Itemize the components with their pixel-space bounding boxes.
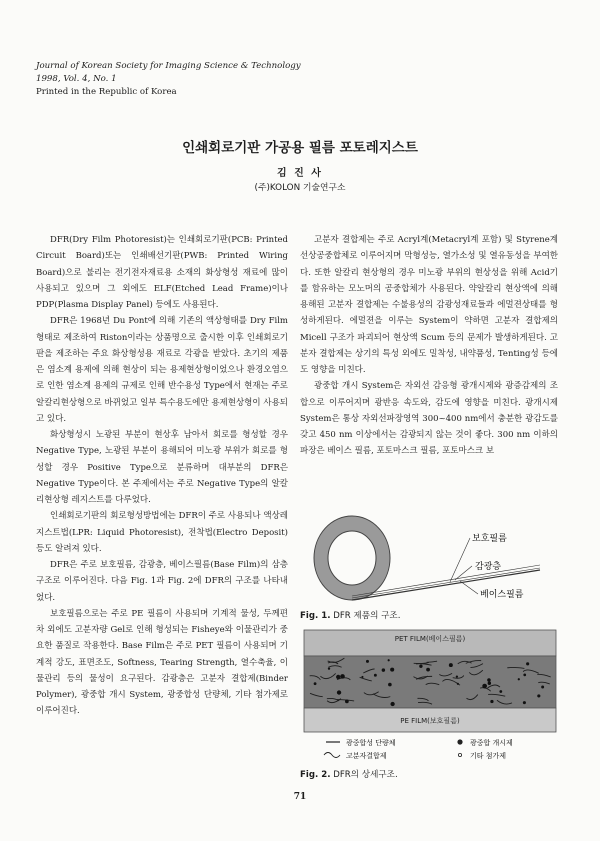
legend-additive: 기타 첨가제 [470,752,507,760]
paragraph: 보호필름으로는 주로 PE 필름이 사용되며 기계적 물성, 두께편차 외에도 고분자량 Gel로 인해 형성되는 Fisheye와 이물관리가 중요한 품질로 작용한다. Base Film은 주로 PET 필름이 사용되며 기계적 강도, 표면조도, Softness, Tearing Strength, 열수축율, 이물관리 등의 물성이 요구된다. 감광층은 고분자 결합제(Binder Polymer), 광중합 개시 System, 광중합성 단량체, 기타 첨가제로 이루어진다. [36,608,288,717]
paper-title: 인쇄회로기판 가공용 필름 포토레지스트 [182,140,418,156]
initiator-dot [523,701,526,704]
journal-volume: 1998, Vol. 4, No. 1 [36,74,117,84]
label-photo-layer: 감광층 [475,562,502,572]
figure-1-caption [300,609,400,621]
initiator-dot [499,690,502,693]
paragraph: DFR(Dry Film Photoresist)는 인쇄회로기판(PCB: Printed Circuit Board)또는 인쇄배선기판(PWB: Printed Wiring Board)으로 불리는 전기전자재료용 소재의 화상형성 재료에 많이 사용되고 있으며 그 외에도 ELF(Etched Lead Frame)이나 PDP(Plasma Display Panel) 등에도 사용된다. [36,235,288,310]
initiator-dot [449,663,453,667]
initiator-dot [526,662,529,665]
legend-monomer: 광중합성 단량체 [346,739,396,747]
label-protect-film: 보호필름 [472,534,507,544]
paragraph: 화상형성시 노광된 부분이 현상후 남아서 회로를 형성할 경우 Negative Type, 노광된 부분이 용해되어 미노광 부위가 회로를 형성할 경우 Positive Type으로 분류하며 대부분의 DFR은 Negative Type이다. 본 주제에서는 주로 Negative Type의 알칼리현상형 레지스트를 다루었다. [36,430,288,505]
figure-dfr-roll [300,508,560,606]
printed-note: Printed in the Republic of Korea [36,87,177,97]
initiator-dot [374,674,377,677]
initiator-dot [541,686,544,689]
initiator-dot [337,690,341,694]
initiator-dot [419,665,422,668]
paragraph: 광중합 개시 System은 자외선 감응형 광개시제와 광증감제의 조합으로 이루어지며 광반응 속도와, 감도에 영향을 미친다. 광개시제 System은 통상 자외선파장영역 300~400 nm에서 충분한 광감도를 갖고 450 nm 이상에서는 감광되지 않는 것이 좋다. 300 nm 이하의 파장은 베이스 필름, 포토마스크 필름, 포토마스크 보 [300,381,558,457]
legend-initiator: 광중합 개시제 [470,739,513,747]
initiator-dot [345,699,349,703]
legend-circle-icon [458,753,461,756]
figure-2-caption [300,768,398,780]
pe-film-label: PE FILM(보호필름) [400,717,460,725]
author: 김 진 사 [277,168,323,179]
initiator-dot [518,678,520,680]
initiator-dot [523,673,526,676]
initiator-dot [314,682,317,685]
initiator-dot [388,683,392,687]
legend-dot-icon [457,739,462,744]
pet-film-label: PET FILM(베이스필름) [394,635,466,643]
left-column [36,232,288,720]
initiator-dot [388,659,390,661]
legend-binder: 고분자결합제 [346,752,387,760]
initiator-dot [340,674,345,679]
initiator-dot [456,676,458,678]
initiator-dot [482,684,487,689]
paragraph: DFR은 1968년 Du Pont에 의해 기존의 액상형태를 Dry Film 형태로 제조하여 Riston이라는 상품명으로 출시한 이후 인쇄회로기판을 제조하는 주요 화상형성용 재료로 각광을 받았다. 초기의 제품은 염소계 용제에 의해 현상이 되는 용제현상형이었으나 환경오염으로 인한 염소계 용제의 규제로 인해 반수용성 Type에서 현재는 주로 알칼리현상형으로 바뀌었고 일부 특수용도에만 용제현상형이 사용되고 있다. [36,316,288,424]
initiator-dot [537,694,540,697]
journal-name: Journal of Korean Society for Imaging Science & Technology [36,61,301,71]
initiator-dot [361,676,363,678]
caption-text: DFR 제품의 구조. [333,611,401,621]
initiator-dot [490,700,493,703]
initiator-dot [382,668,385,671]
caption-label: Fig. 1. [300,611,331,621]
initiator-dot [457,683,459,685]
initiator-dot [336,675,340,679]
initiator-dot [390,668,394,672]
journal-header [36,60,301,99]
initiator-dot [487,678,491,682]
label-base-film: 베이스필름 [480,590,524,600]
initiator-dot [328,667,330,669]
initiator-dot [390,702,394,706]
affiliation: (주)KOLON 기술연구소 [254,183,346,193]
initiator-dot [426,668,430,672]
paragraph: 인쇄회로기판의 회로형성방법에는 DFR이 주로 사용되나 액상레지스트법(LPR: Liquid Photoresist), 전착법(Electro Deposit) 등도 알려져 있다. [36,511,288,554]
page-number: 71 [293,792,307,802]
paragraph: DFR은 주로 보호필름, 감광층, 베이스필름(Base Film)의 삼층구조로 이루어진다. 다음 Fig. 1과 Fig. 2에 DFR의 구조를 나타내었다. [36,560,288,603]
paragraph: 고분자 결합제는 주로 Acryl계(Metacryl계 포함) 및 Styrene계 선상공중합체로 이루어지며 막형성능, 열가소성 및 열유동성을 부여한다. 또한 알칼리 현상형의 경우 미노광 부위의 현상성을 위해 Acid기를 함유하는 모노머의 공중합체가 사용된다. 약알칼리 현상액에 의해 용해된 고분자 결합제는 수불용성의 감광성재료들과 에멀젼상태를 형성하게된다. 에멀젼을 이루는 System이 약하면 고분자 결합제의 Micell 구조가 파괴되어 현상액 Scum 등의 문제가 발생하게된다. 고분자 결합제는 상기의 특성 외에도 밀착성, 내약품성, Tenting성 등에도 영향을 미친다. [300,235,558,375]
legend-wave-icon [324,753,340,758]
figure-dfr-structure [300,628,560,766]
caption-label: Fig. 2. [300,770,331,780]
right-column [300,232,558,460]
caption-text: DFR의 상세구조. [333,770,398,780]
initiator-dot [366,660,369,663]
initiator-dot [488,682,491,685]
